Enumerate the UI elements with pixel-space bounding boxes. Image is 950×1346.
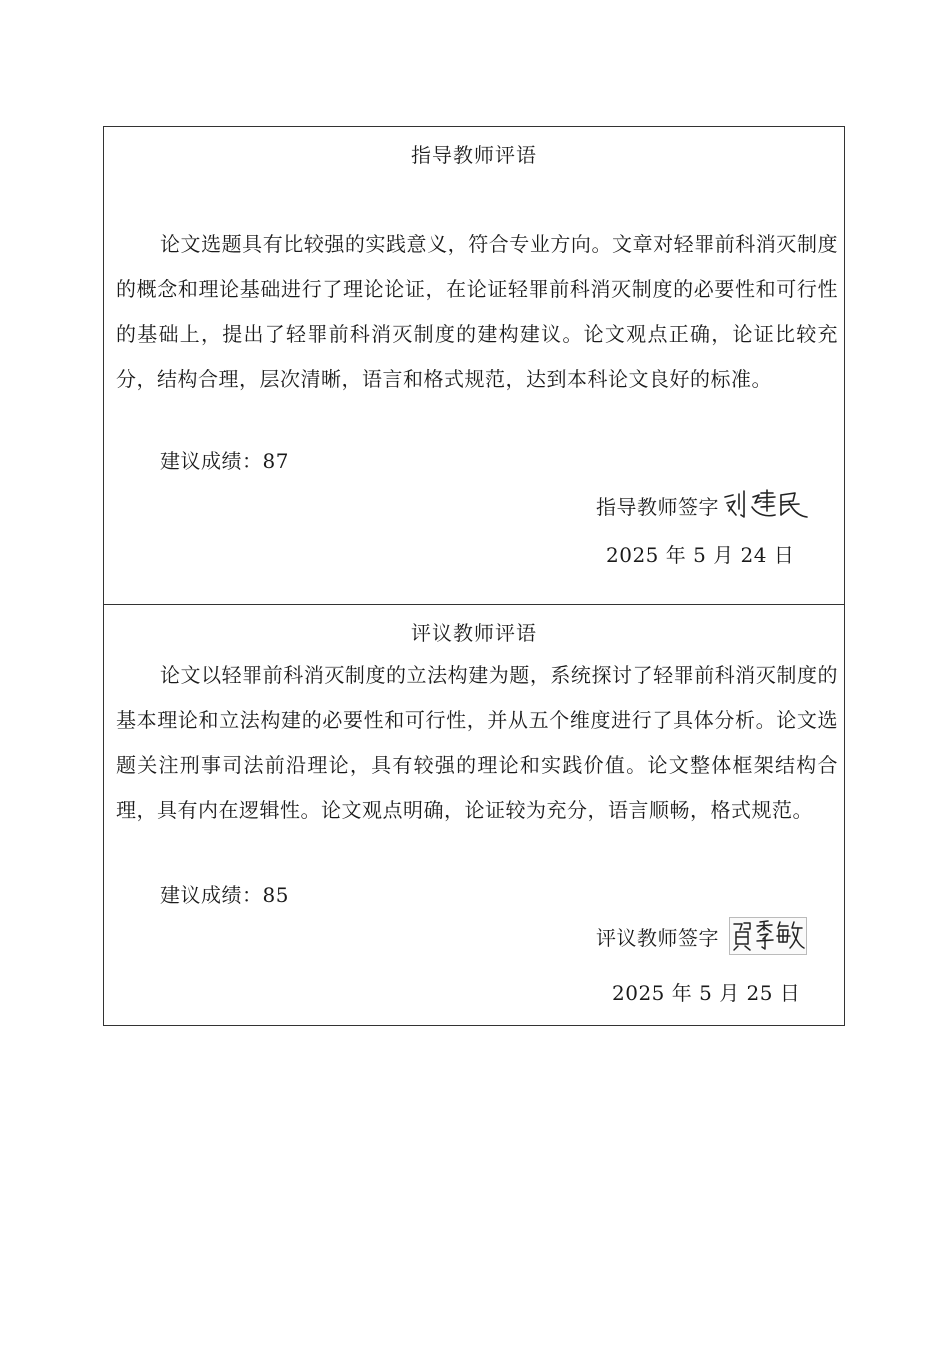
advisor-signature-row	[596, 485, 811, 525]
advisor-date: 2025 年 5 月 24 日	[606, 543, 795, 567]
reviewer-date: 2025 年 5 月 25 日	[612, 981, 801, 1005]
reviewer-grade: 建议成绩：85	[160, 883, 289, 907]
advisor-comment-section	[104, 127, 844, 605]
advisor-section-title: 指导教师评语	[411, 143, 537, 167]
advisor-comment-text: 论文选题具有比较强的实践意义，符合专业方向。文章对轻罪前科消灭制度的概念和理论基础进行了理论论证，在论证轻罪前科消灭制度的必要性和可行性的基础上，提出了轻罪前科消灭制度的建构建议。论文观点正确，论证比较充分，结构合理，层次清晰，语言和格式规范，达到本科论文良好的标准。	[116, 232, 838, 391]
evaluation-form	[103, 126, 845, 1026]
reviewer-signature-row	[596, 917, 807, 955]
reviewer-signature-image	[730, 918, 806, 954]
advisor-signature	[719, 485, 811, 525]
reviewer-comment-text: 论文以轻罪前科消灭制度的立法构建为题，系统探讨了轻罪前科消灭制度的基本理论和立法构建的必要性和可行性，并从五个维度进行了具体分析。论文选题关注刑事司法前沿理论，具有较强的理论和实践价值。论文整体框架结构合理，具有内在逻辑性。论文观点明确，论证较为充分，语言顺畅，格式规范。	[116, 663, 838, 822]
advisor-grade: 建议成绩：87	[160, 449, 289, 473]
reviewer-section-title: 评议教师评语	[411, 621, 537, 645]
advisor-signature-label: 指导教师签字	[596, 494, 719, 519]
advisor-signature-image	[719, 485, 811, 525]
reviewer-signature	[729, 917, 807, 955]
reviewer-signature-label: 评议教师签字	[596, 925, 719, 950]
reviewer-comment-section	[104, 605, 844, 1025]
